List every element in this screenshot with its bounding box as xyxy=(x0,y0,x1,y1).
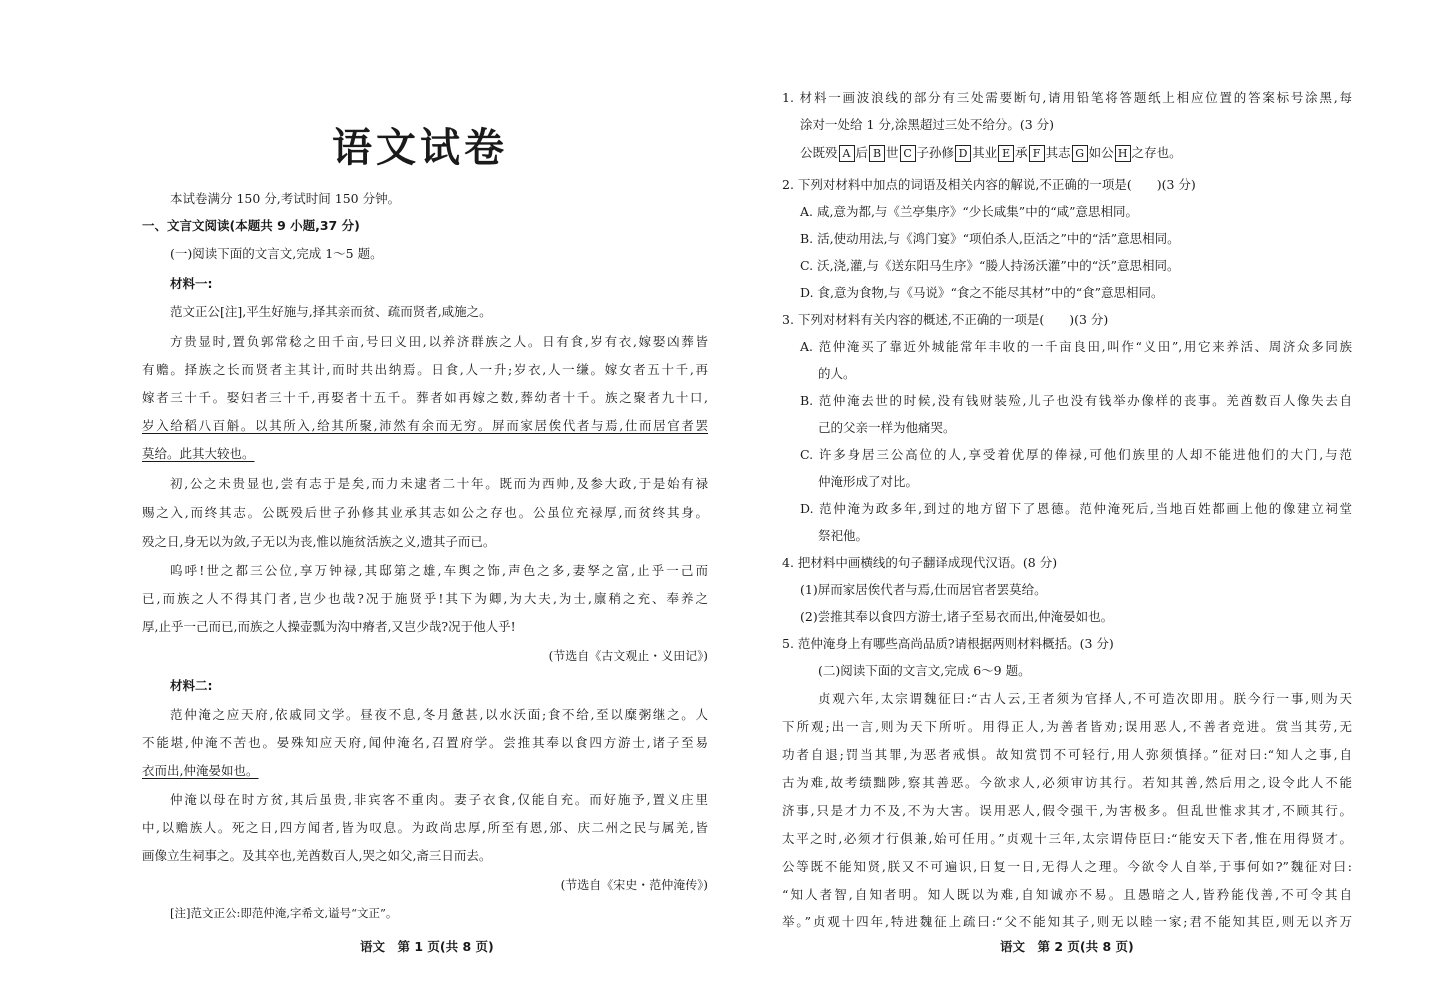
segmentation-item: 公既殁 A 后 B 世 C 子孙修 D 其业 E 承 F 其志 G 如公 H 之存也。 xyxy=(800,145,1182,160)
paragraph-line: 济事,只是才力不及,不为大害。误用恶人,假令强干,为害极多。但乱世惟求其才,不顾其行。 xyxy=(782,803,1352,818)
option: D. 范仲淹为政多年,到过的地方留下了恩德。范仲淹死后,当地百姓都画上他的像建立祠堂 xyxy=(800,501,1352,516)
paragraph-line: 公等既不能知贤,朕又不可遍识,日复一日,无得人之理。今欲令人自举,于事何如?”魏征对曰: xyxy=(782,859,1352,874)
paragraph-line: 贞观六年,太宗谓魏征曰:“古人云,王者须为官择人,不可造次即用。朕今行一事,则为天 xyxy=(818,691,1352,706)
option: B. 范仲淹去世的时候,没有钱财装殓,儿子也没有钱举办像样的丧事。羌酋数百人像失去自 xyxy=(800,393,1352,408)
option-cont: 的人。 xyxy=(818,366,856,381)
paragraph-line: 呜呼!世之都三公位,享万钟禄,其邸第之雄,车舆之饰,声色之多,妻孥之富,止乎一己而 xyxy=(170,563,708,578)
paragraph-line: 画像立生祠事之。及其卒也,羌酋数百人,哭之如父,斋三日而去。 xyxy=(142,848,492,863)
exam-intro: 本试卷满分 150 分,考试时间 150 分钟。 xyxy=(170,191,401,206)
option: A. 咸,意为都,与《兰亭集序》“少长咸集”中的“咸”意思相同。 xyxy=(800,204,1138,219)
option-cont: 仲淹形成了对比。 xyxy=(818,474,919,489)
page-footer: 语文 第 1 页(共 8 页) xyxy=(360,939,494,954)
paragraph-line: 有赡。择族之长而贤者主其计,而时共出纳焉。日食,人一升;岁衣,人一缣。嫁女者五十千,再 xyxy=(142,362,708,377)
material-2-label: 材料二: xyxy=(170,678,213,693)
page-2 xyxy=(782,0,1354,1006)
option: A. 范仲淹买了靠近外城能常年丰收的一千亩良田,叫作“义田”,用它来养活、周济众多同族 xyxy=(800,339,1352,354)
answer-box[interactable]: E xyxy=(998,145,1014,162)
paragraph-line: “知人者智,自知者明。知人既以为难,自知诚亦不易。且愚暗之人,皆矜能伐善,不可令其自 xyxy=(782,887,1352,902)
paragraph-line: 已,而族之人不得其门者,岂少也哉?况于施贤乎!其下为卿,为大夫,为士,廪稍之充、奉养之 xyxy=(142,591,708,606)
option: C. 许多身居三公高位的人,享受着优厚的俸禄,可他们族里的人却不能进他们的大门,与范 xyxy=(800,447,1352,462)
paragraph-line: 初,公之未贵显也,尝有志于是矣,而力未逮者二十年。既而为西帅,及参大政,于是始有禄 xyxy=(170,476,708,491)
material-1-label: 材料一: xyxy=(170,276,213,291)
paragraph-line: 范文正公[注],平生好施与,择其亲而贫、疏而贤者,咸施之。 xyxy=(170,304,492,319)
question-4: 4. 把材料中画横线的句子翻译成现代汉语。(8 分) xyxy=(782,555,1058,570)
option: B. 活,使动用法,与《鸿门宴》“项伯杀人,臣活之”中的“活”意思相同。 xyxy=(800,231,1180,246)
answer-box[interactable]: A xyxy=(839,145,855,162)
answer-box[interactable]: G xyxy=(1072,145,1088,162)
question-3: 3. 下列对材料有关内容的概述,不正确的一项是( )(3 分) xyxy=(782,312,1109,327)
option: C. 沃,浇,灌,与《送东阳马生序》“媵人持汤沃灌”中的“沃”意思相同。 xyxy=(800,258,1180,273)
paragraph-line: 古为难,故考绩黜陟,察其善恶。今欲求人,必须审访其行。若知其善,然后用之,设令此人不能 xyxy=(782,775,1352,790)
question-5: 5. 范仲淹身上有哪些高尚品质?请根据两则材料概括。(3 分) xyxy=(782,636,1114,651)
paragraph-line: 厚,止乎一己而已,而族之人操壶瓢为沟中瘠者,又岂少哉?况于他人乎! xyxy=(142,619,516,634)
footnote: [注]范文正公:即范仲淹,字希文,谥号“文正”。 xyxy=(170,906,398,920)
paragraph-line: 下所观;出一言,则为天下所听。用得正人,为善者皆劝;误用恶人,不善者竞进。赏当其劳,无 xyxy=(782,719,1352,734)
section-heading: 一、文言文阅读(本题共 9 小题,37 分) xyxy=(142,218,360,233)
paragraph-line: 岁入给稻八百斛。以其所入,给其所聚,沛然有余而无穷。屏而家居俟代者与焉,仕而居官者罢 xyxy=(142,418,708,433)
answer-box[interactable]: F xyxy=(1029,145,1045,162)
sub-question: (2)尝推其奉以食四方游士,诸子至易衣而出,仲淹晏如也。 xyxy=(800,609,1114,624)
paragraph-line: 不能堪,仲淹不苦也。晏殊知应天府,闻仲淹名,召置府学。尝推其奉以食四方游士,诸子至易 xyxy=(142,735,708,750)
sub-question: (1)屏而家居俟代者与焉,仕而居官者罢莫给。 xyxy=(800,582,1047,597)
paragraph-line: 赐之入,而终其志。公既殁后世子孙修其业承其志如公之存也。公虽位充禄厚,而贫终其身。 xyxy=(142,505,708,520)
sub-heading: (一)阅读下面的文言文,完成 1～5 题。 xyxy=(170,246,383,261)
answer-box[interactable]: D xyxy=(955,145,971,162)
paragraph-line: 衣而出,仲淹晏如也。 xyxy=(142,763,259,778)
source-citation: (节选自《宋史・范仲淹传》) xyxy=(560,878,708,892)
option-cont: 祭祀他。 xyxy=(818,528,869,543)
answer-box[interactable]: H xyxy=(1115,145,1131,162)
exam-title: 语文试卷 xyxy=(332,125,508,171)
paragraph-line: 范仲淹之应天府,依戚同文学。昼夜不息,冬月惫甚,以水沃面;食不给,至以糜粥继之。人 xyxy=(170,707,708,722)
page-1 xyxy=(142,0,710,1006)
page-footer: 语文 第 2 页(共 8 页) xyxy=(1000,939,1134,954)
paragraph-line: 功者自退;罚当其罪,为恶者戒惧。故知赏罚不可轻行,用人弥须慎择。”征对曰:“知人之事,自 xyxy=(782,747,1352,762)
source-citation: (节选自《古文观止・义田记》) xyxy=(548,649,708,663)
paragraph-line: 仲淹以母在时方贫,其后虽贵,非宾客不重肉。妻子衣食,仅能自充。而好施予,置义庄里 xyxy=(170,792,708,807)
paragraph-line: 嫁者三十千。娶妇者三十千,再娶者十五千。葬者如再嫁之数,葬幼者十千。族之聚者九十口, xyxy=(142,390,708,405)
question-1: 1. 材料一画波浪线的部分有三处需要断句,请用铅笔将答题纸上相应位置的答案标号涂黑,每 xyxy=(782,90,1352,105)
sub-heading: (二)阅读下面的文言文,完成 6～9 题。 xyxy=(818,663,1031,678)
answer-box[interactable]: C xyxy=(900,145,916,162)
answer-box[interactable]: B xyxy=(869,145,885,162)
question-2: 2. 下列对材料中加点的词语及相关内容的解说,不正确的一项是( )(3 分) xyxy=(782,177,1196,192)
paragraph-line: 举。”贞观十四年,特进魏征上疏曰:“父不能知其子,则无以睦一家;君不能知其臣,则无以齐万 xyxy=(782,914,1352,929)
paragraph-line: 中,以赡族人。死之日,四方闻者,皆为叹息。为政尚忠厚,所至有恩,邠、庆二州之民与属羌,皆 xyxy=(142,820,708,835)
paragraph-line: 太平之时,必须才行俱兼,始可任用。”贞观十三年,太宗谓侍臣曰:“能安天下者,惟在用得贤才。 xyxy=(782,831,1352,846)
option: D. 食,意为食物,与《马说》“食之不能尽其材”中的“食”意思相同。 xyxy=(800,285,1164,300)
question-1-cont: 涂对一处给 1 分,涂黑超过三处不给分。(3 分) xyxy=(800,117,1055,132)
paragraph-line: 方贵显时,置负郭常稔之田千亩,号曰义田,以养济群族之人。日有食,岁有衣,嫁娶凶葬皆 xyxy=(170,334,708,349)
option-cont: 己的父亲一样为他痛哭。 xyxy=(818,420,956,435)
paragraph-line: 莫给。此其大较也。 xyxy=(142,446,255,461)
paragraph-line: 殁之日,身无以为敛,子无以为丧,惟以施贫活族之义,遗其子而已。 xyxy=(142,534,496,549)
